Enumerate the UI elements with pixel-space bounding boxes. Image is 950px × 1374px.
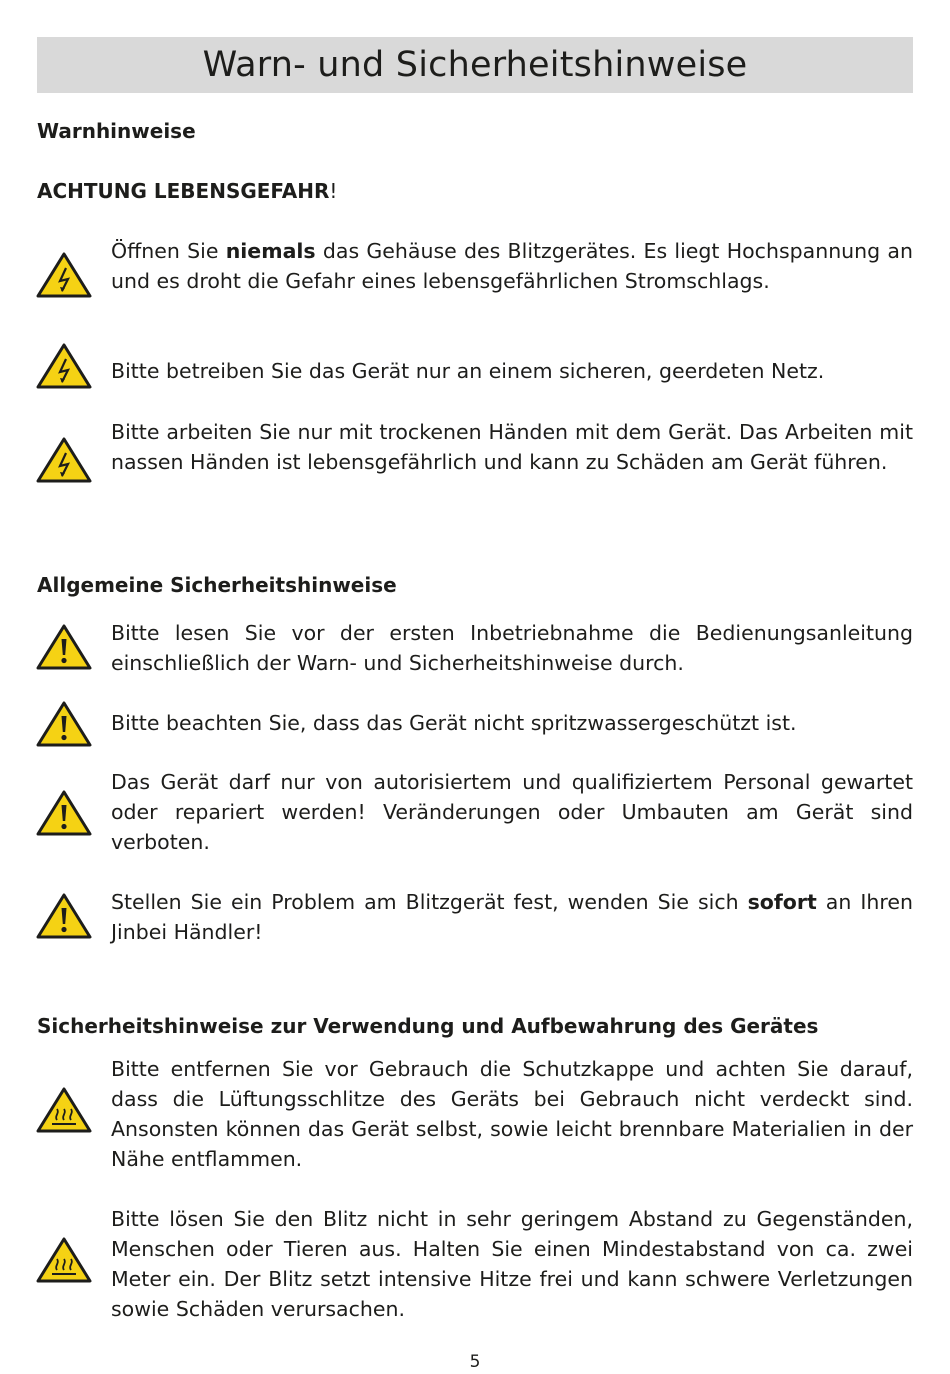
high-voltage-warning-icon [36,436,92,484]
hot-surface-warning-icon [36,1236,92,1284]
page-title: Warn- und Sicherheitshinweise [202,45,748,85]
danger-alert-tail: ! [329,179,338,203]
general-warning-icon [36,892,92,940]
usage-text: Bitte entfernen Sie vor Gebrauch die Schutzkappe und achten Sie darauf, dass die Lüftungsschlitze des Geräts bei Gebrauch nicht verdeckt sind. Ansonsten können das Gerät selbst, sowie leicht brennbare Materialien in der Nähe entflammen. [111,1057,913,1171]
section-heading-warnings: Warnhinweise [37,119,196,143]
safety-text: Das Gerät darf nur von autorisiertem und qualifiziertem Personal gewartet oder repariert werden! Veränderungen oder Umbauten am Gerät sind verboten. [111,770,913,854]
page-number: 5 [469,1352,481,1372]
general-warning-icon [36,623,92,671]
safety-text: Bitte beachten Sie, dass das Gerät nicht spritzwassergeschützt ist. [111,711,797,735]
danger-alert-bold: ACHTUNG LEBENSGEFAHR [37,179,330,203]
high-voltage-warning-icon [36,251,92,299]
warning-text: Bitte betreiben Sie das Gerät nur an einem sicheren, geerdeten Netz. [111,359,825,383]
general-warning-icon [36,789,92,837]
warning-text: Bitte arbeiten Sie nur mit trockenen Händen mit dem Gerät. Das Arbeiten mit nassen Händen ist lebensgefährlich und kann zu Schäden am Gerät führen. [111,420,913,474]
section-heading-general: Allgemeine Sicherheitshinweise [37,573,397,597]
safety-text: Bitte lesen Sie vor der ersten Inbetriebnahme die Bedienungsanleitung einschließlich der Warn- und Sicherheitshinweise durch. [111,621,913,675]
safety-text: Stellen Sie ein Problem am Blitzgerät fest, wenden Sie sich sofort an Ihren Jinbei Händler! [111,890,913,944]
warning-text: Öffnen Sie niemals das Gehäuse des Blitzgerätes. Es liegt Hochspannung an und es droht die Gefahr eines lebensgefährlichen Stromschlags. [111,239,913,293]
hot-surface-warning-icon [36,1086,92,1134]
usage-text: Bitte lösen Sie den Blitz nicht in sehr geringem Abstand zu Gegenständen, Menschen oder Tieren aus. Halten Sie einen Mindestabstand von ca. zwei Meter ein. Der Blitz setzt intensive Hitze frei und kann schwere Verletzungen sowie Schäden verursachen. [111,1207,913,1321]
high-voltage-warning-icon [36,342,92,390]
section-heading-usage: Sicherheitshinweise zur Verwendung und Aufbewahrung des Gerätes [37,1014,819,1038]
danger-alert [37,179,337,203]
title-bar [37,37,913,93]
general-warning-icon [36,700,92,748]
